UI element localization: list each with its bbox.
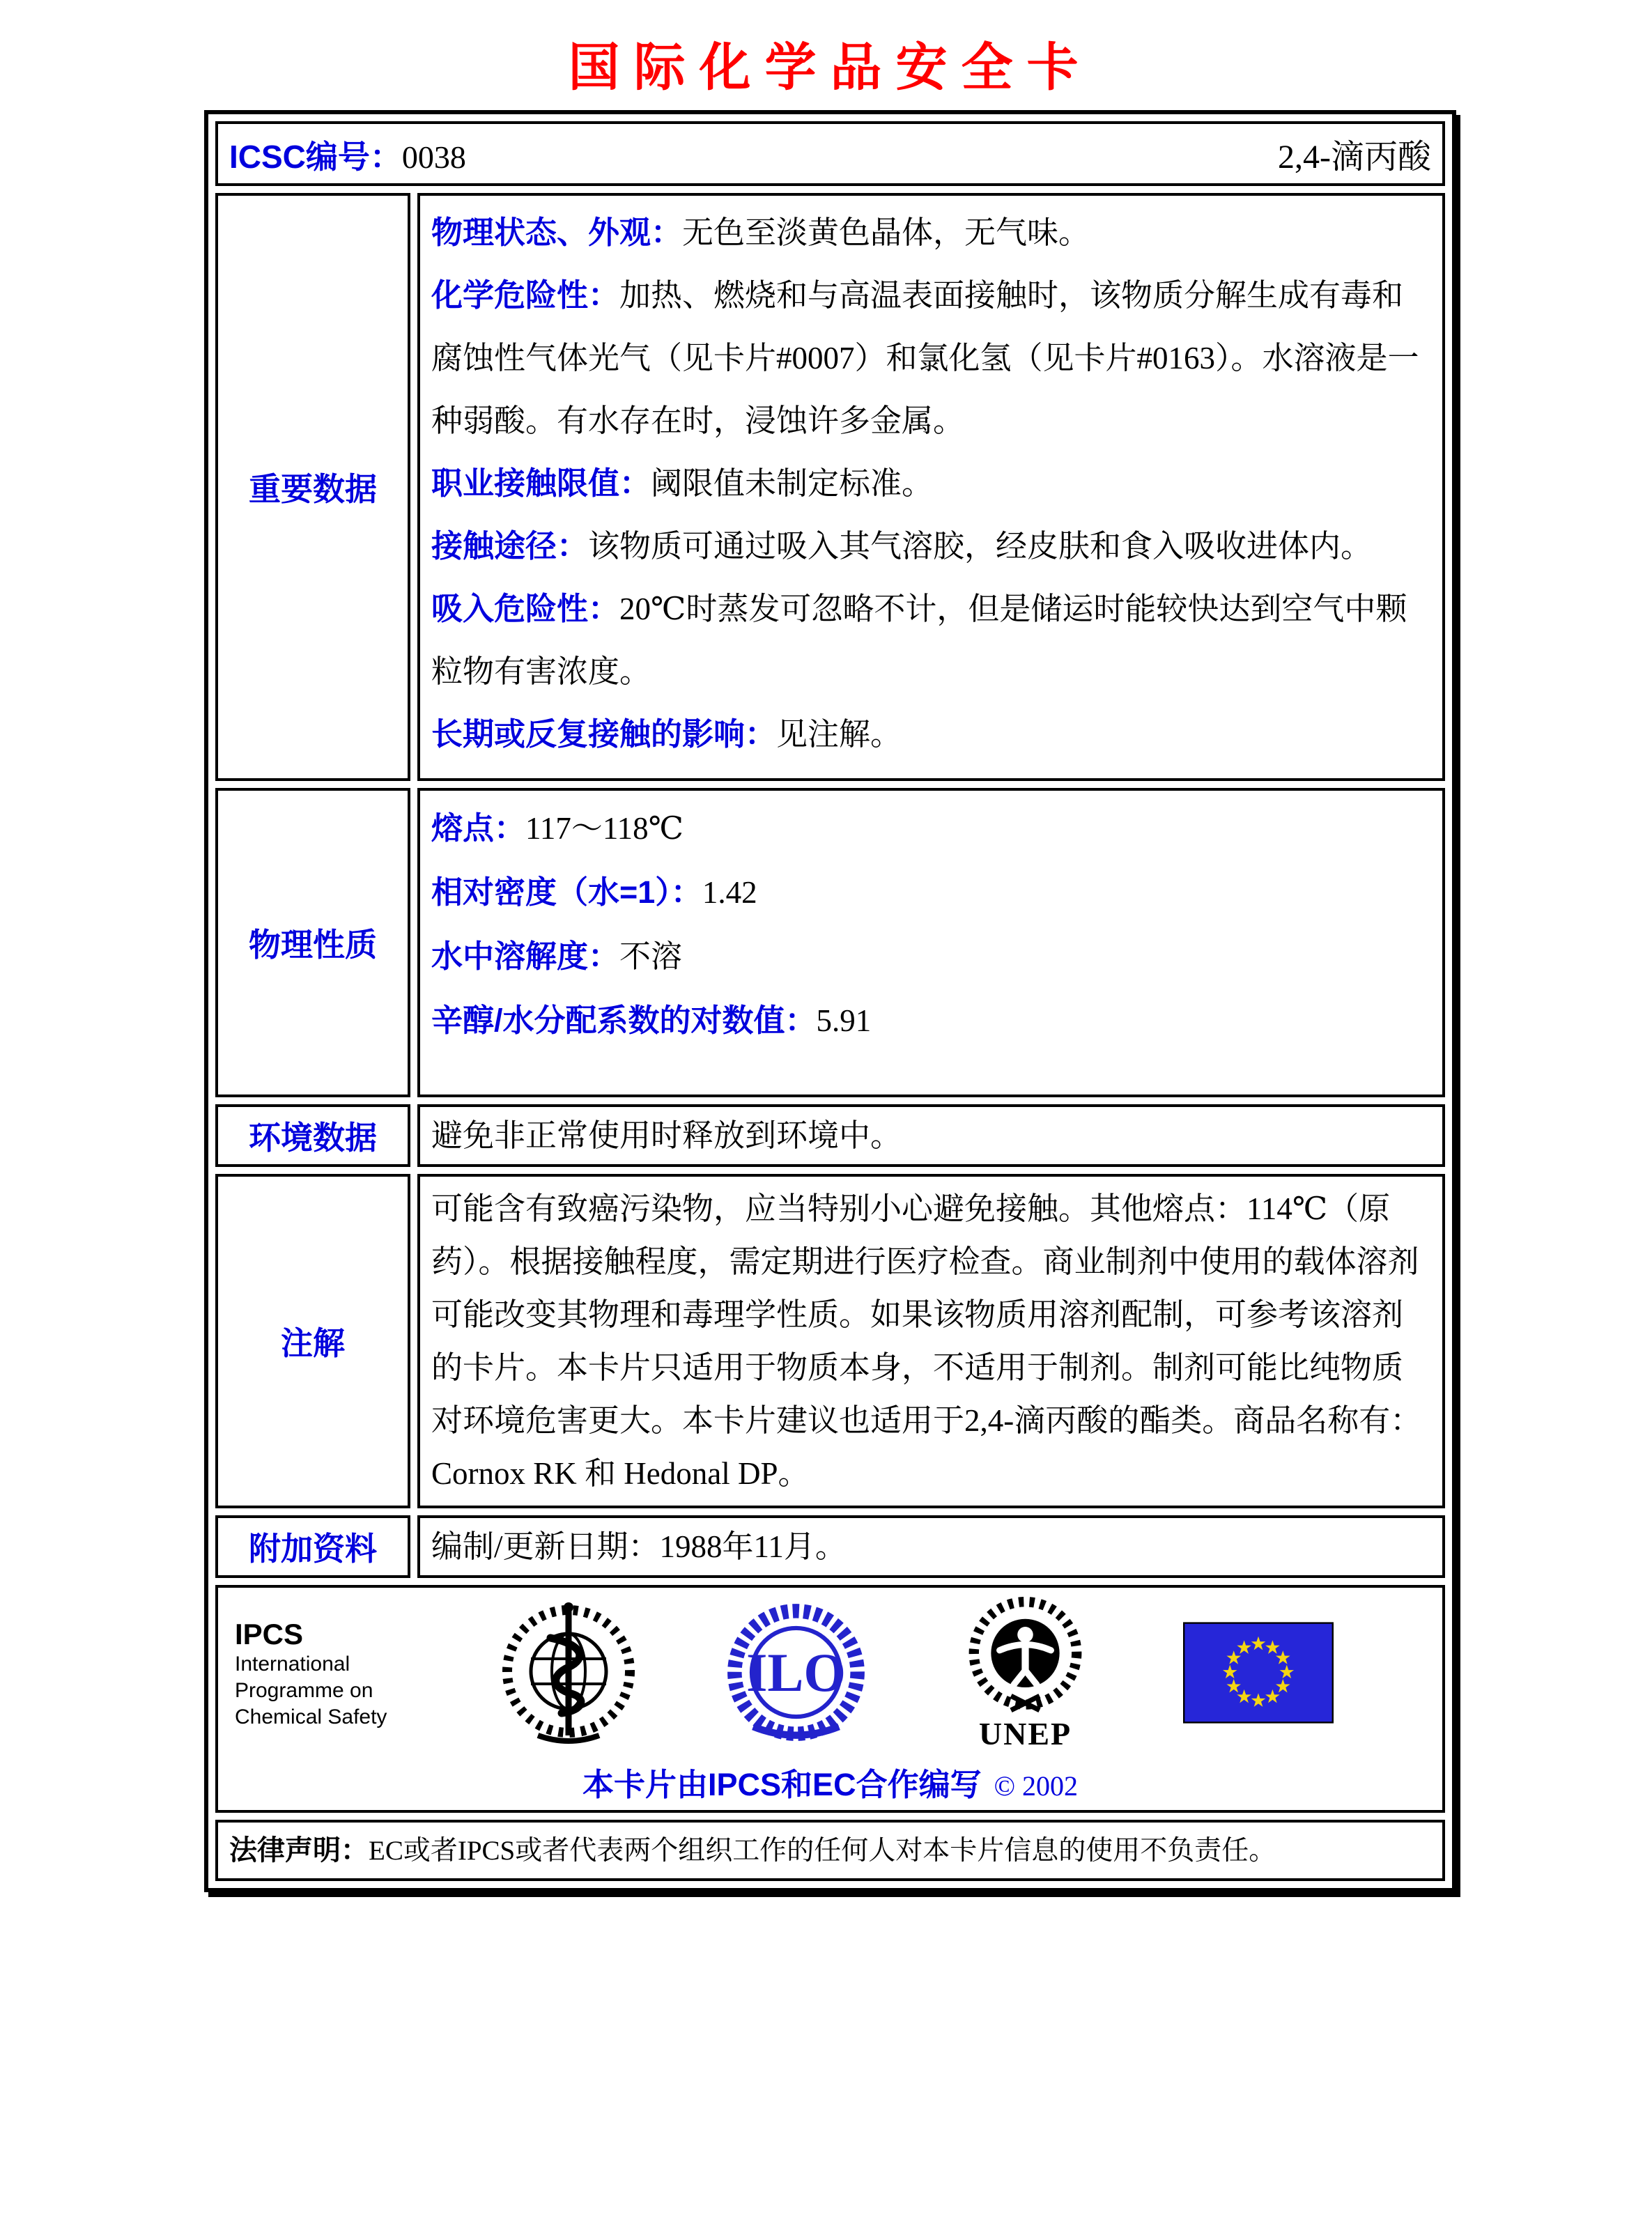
cooperation-caption-text: 本卡片由IPCS和EC合作编写 (582, 1767, 982, 1802)
important-item: 职业接触限值：阈限值未制定标准。 (431, 465, 934, 501)
legal-notice-cell (215, 1820, 1445, 1881)
ipcs-title: IPCS (235, 1618, 304, 1650)
card-table (208, 114, 1452, 1888)
environmental-data-row (215, 1104, 1445, 1167)
important-data-row (215, 193, 1445, 781)
section-label-additional-info: 附加资料 (215, 1515, 410, 1578)
icsc-number-value: 0038 (401, 139, 466, 175)
additional-info-row (215, 1515, 1445, 1578)
ipcs-subtitle-line: Chemical Safety (235, 1705, 387, 1728)
legal-notice-text: EC或者IPCS或者代表两个组织工作的任何人对本卡片信息的使用不负责任。 (369, 1836, 1276, 1866)
important-item: 接触途径：该物质可通过吸入其气溶胶，经皮肤和食入吸收进体内。 (431, 528, 1373, 564)
copyright-text: © 2002 (994, 1770, 1078, 1802)
important-item: 吸入危险性：20℃时蒸发可忽略不计，但是储运时能较快达到空气中颗粒物有害浓度。 (431, 591, 1407, 689)
important-item: 长期或反复接触的影响：见注解。 (431, 716, 902, 752)
header-row (215, 121, 1445, 186)
unep-wordmark: UNEP (978, 1716, 1072, 1751)
chemical-name: 2,4-滴丙酸 (1278, 139, 1431, 176)
physical-item: 熔点：117～118℃ (431, 810, 684, 846)
important-item: 物理状态、外观：无色至淡黄色晶体，无气味。 (431, 215, 1090, 250)
important-item: 化学危险性：加热、燃烧和与高温表面接触时，该物质分解生成有毒和腐蚀性气体光气（见卡片#0007）和氯化氢（见卡片#0163）。水溶液是一种弱酸。有水存在时，浸蚀许多金属。 (431, 277, 1419, 438)
section-label-important-data: 重要数据 (215, 193, 410, 781)
section-label-notes: 注解 (215, 1174, 410, 1508)
safety-card (204, 110, 1456, 1892)
ilo-logo-icon (725, 1601, 867, 1747)
physical-item: 相对密度（水=1）：1.42 (431, 874, 757, 910)
physical-item: 水中溶解度：不溶 (431, 938, 683, 974)
important-data-content (417, 193, 1445, 781)
header-cell (215, 121, 1445, 186)
physical-properties-row (215, 788, 1445, 1097)
who-logo-icon (499, 1599, 638, 1750)
legal-row (215, 1820, 1445, 1881)
environmental-data-content: 避免非正常使用时释放到环境中。 (417, 1104, 1445, 1167)
additional-info-content: 编制/更新日期：1988年11月。 (417, 1515, 1445, 1578)
physical-properties-content (417, 788, 1445, 1097)
notes-content: 可能含有致癌污染物，应当特别小心避免接触。其他熔点：114℃（原药）。根据接触程度，需定期进行医疗检查。商业制剂中使用的载体溶剂可能改变其物理和毒理学性质。如果该物质用溶剂配制，可参考该溶剂的卡片。本卡片只适用于物质本身，不适用于制剂。制剂可能比纯物质对环境危害更大。本卡片建议也适用于2,4-滴丙酸的酯类。商品名称有：Cornox RK 和 Hedonal DP。 (417, 1174, 1445, 1508)
legal-notice-label: 法律声明： (229, 1835, 369, 1866)
physical-item: 辛醇/水分配系数的对数值：5.91 (431, 1003, 872, 1038)
page-title: 国际化学品安全卡 (568, 40, 1093, 97)
ipcs-text-block (235, 1618, 412, 1731)
ipcs-subtitle-line: International (235, 1653, 350, 1676)
notes-row (215, 1174, 1445, 1508)
ipcs-subtitle-line: Programme on (235, 1679, 373, 1702)
section-label-physical-properties: 物理性质 (215, 788, 410, 1097)
ilo-monogram: ILO (746, 1643, 846, 1703)
unep-logo-icon (954, 1596, 1097, 1719)
cooperation-caption (229, 1759, 1431, 1804)
unep-logo-block (954, 1596, 1097, 1752)
logos-row (215, 1585, 1445, 1813)
icsc-number-label: ICSC编号： (229, 139, 402, 175)
section-label-environmental-data: 环境数据 (215, 1104, 410, 1167)
logos-cell (215, 1585, 1445, 1813)
icsc-number-group (229, 132, 466, 178)
eu-flag-icon (1183, 1622, 1334, 1727)
